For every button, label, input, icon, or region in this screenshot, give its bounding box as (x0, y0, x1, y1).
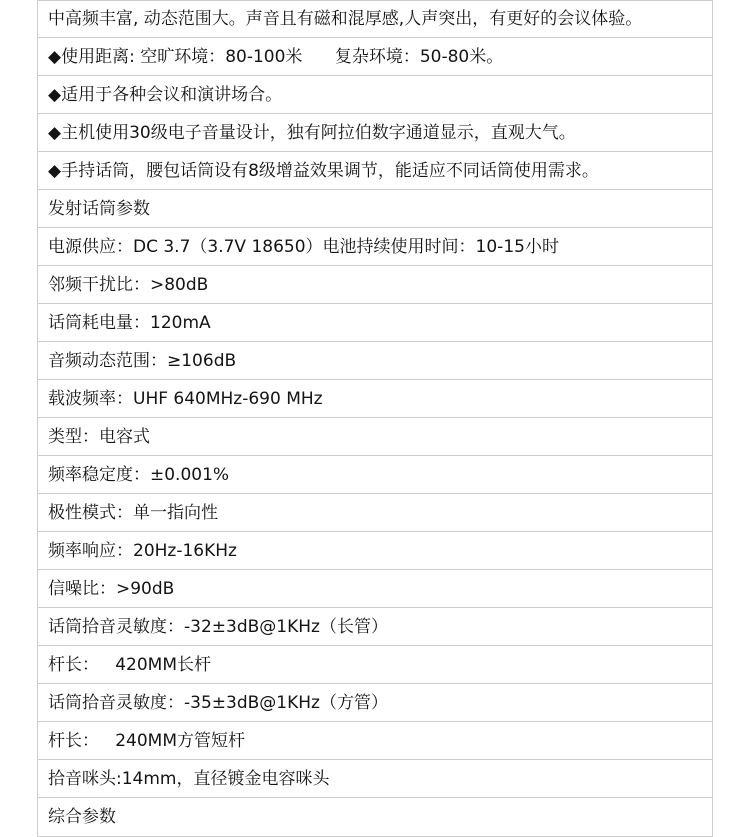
table-row (38, 646, 713, 684)
table-row (38, 608, 713, 646)
table-cell: ◆主机使用30级电子音量设计，独有阿拉伯数字通道显示，直观大气。 (38, 114, 713, 152)
table-cell: 音频动态范围：≥106dB (38, 342, 713, 380)
table-cell: 电源供应：DC 3.7（3.7V 18650）电池持续使用时间：10-15小时 (38, 228, 713, 266)
table-row (38, 76, 713, 114)
table-cell: 类型：电容式 (38, 418, 713, 456)
spec-table (37, 0, 713, 837)
table-cell: 拾音咪头:14mm，直径镀金电容咪头 (38, 760, 713, 798)
table-cell: 杆长： 420MM长杆 (38, 646, 713, 684)
table-cell: ◆使用距离: 空旷环境：80-100米 复杂环境：50-80米。 (38, 38, 713, 76)
table-row (38, 228, 713, 266)
table-row (38, 152, 713, 190)
table-cell: 话筒耗电量：120mA (38, 304, 713, 342)
table-row (38, 570, 713, 608)
table-cell: 频率稳定度：±0.001% (38, 456, 713, 494)
section-heading-cell: 发射话筒参数 (38, 190, 713, 228)
table-cell: 话筒拾音灵敏度：-35±3dB@1KHz（方管） (38, 684, 713, 722)
table-cell: 信噪比：>90dB (38, 570, 713, 608)
table-row (38, 304, 713, 342)
table-cell: ◆手持话筒，腰包话筒设有8级增益效果调节，能适应不同话筒使用需求。 (38, 152, 713, 190)
table-row (38, 380, 713, 418)
table-cell: 载波频率：UHF 640MHz-690 MHz (38, 380, 713, 418)
table-row (38, 1, 713, 38)
table-row (38, 494, 713, 532)
table-row (38, 38, 713, 76)
table-row (38, 342, 713, 380)
table-row (38, 114, 713, 152)
table-row (38, 532, 713, 570)
table-row (38, 190, 713, 228)
table-cell: 中高频丰富, 动态范围大。声音且有磁和混厚感,人声突出，有更好的会议体验。 (38, 1, 713, 38)
table-cell: 邻频干扰比：>80dB (38, 266, 713, 304)
table-row (38, 266, 713, 304)
table-row (38, 798, 713, 837)
table-row (38, 760, 713, 798)
table-row (38, 418, 713, 456)
table-row (38, 722, 713, 760)
table-cell: 话筒拾音灵敏度：-32±3dB@1KHz（长管） (38, 608, 713, 646)
table-row (38, 456, 713, 494)
table-cell: 频率响应：20Hz-16KHz (38, 532, 713, 570)
table-row (38, 684, 713, 722)
table-cell: 杆长： 240MM方管短杆 (38, 722, 713, 760)
spec-table-body (38, 1, 713, 837)
section-heading-cell: 综合参数 (38, 798, 713, 837)
table-cell: ◆适用于各种会议和演讲场合。 (38, 76, 713, 114)
table-cell: 极性模式：单一指向性 (38, 494, 713, 532)
